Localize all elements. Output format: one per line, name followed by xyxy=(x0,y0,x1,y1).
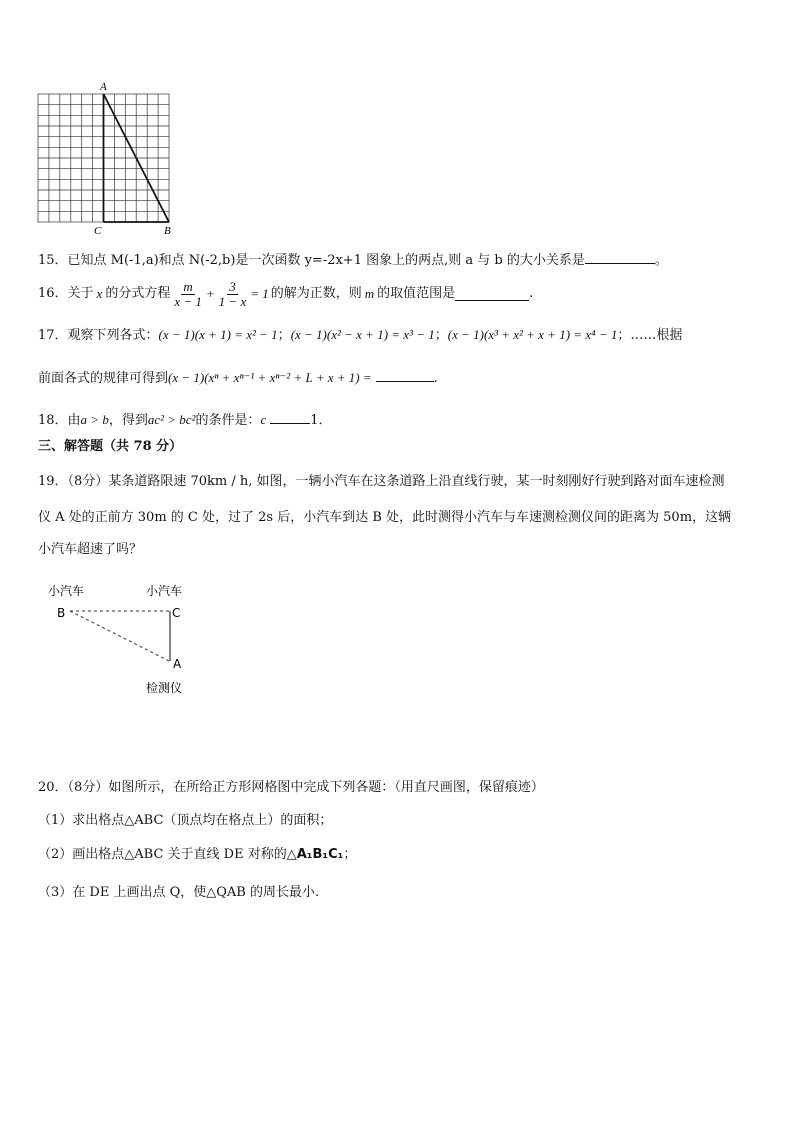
label-b: B xyxy=(164,225,171,237)
q18-answer-blank[interactable] xyxy=(270,410,310,424)
question-20-part-2: （2）画出格点△ABC 关于直线 DE 对称的△A₁B₁C₁； xyxy=(38,847,357,862)
section-title: 三、解答题（共 78 分） xyxy=(38,439,183,454)
car-right-label: 小汽车 xyxy=(146,584,183,598)
detector-label: 检测仪 xyxy=(146,681,183,695)
question-16: 16．关于 x 的分式方程 $\frac{m}{x - 1}$ + $\frac{3}{1 - x}$ = 1 的解为正数，则 m 的取值范围是 . xyxy=(38,278,534,309)
label-a: A xyxy=(100,81,107,93)
question-20-part-3: （3）在 DE 上画出点 Q，使△QAB 的周长最小. xyxy=(38,885,320,900)
point-a-label: A xyxy=(173,657,182,671)
q16-fraction-1: $\frac{m}{x - 1}$ xyxy=(174,278,202,309)
segment-ba xyxy=(70,611,171,662)
q15-text: 15．已知点 M(-1,a)和点 N(-2,b)是一次函数 y=-2x+1 图象上的两点,则 a 与 b 的大小关系是 xyxy=(38,253,585,268)
question-19-line-3: 小汽车超速了吗？ xyxy=(38,542,143,557)
q16-fraction-2: $\frac{3}{1 - x}$ xyxy=(218,278,247,309)
q16-answer-blank[interactable] xyxy=(455,287,529,301)
question-18: 18．由a > b，得到ac² > bc²的条件是：c 1． xyxy=(38,412,332,428)
car-detector-figure xyxy=(40,578,210,698)
car-left-label: 小汽车 xyxy=(48,584,85,598)
label-c: C xyxy=(94,225,102,237)
question-17-line-2: 前面各式的规律可得到(x − 1)(xⁿ + xⁿ⁻¹ + xⁿ⁻² + L + x + 1) = . xyxy=(38,370,438,386)
question-20-intro: 20．（8分）如图所示，在所给正方形网格图中完成下列各题：（用直尺画图，保留痕迹） xyxy=(38,780,544,795)
question-20-part-1: （1）求出格点△ABC（顶点均在格点上）的面积； xyxy=(38,813,333,828)
question-19-line-1: 19．（8分）某条道路限速 70km / h, 如图，一辆小汽车在这条道路上沿直线行驶，某一时刻刚好行驶到路对面车速检测 xyxy=(38,474,725,489)
question-15: 15．已知点 M(-1,a)和点 N(-2,b)是一次函数 y=-2x+1 图象上的两点,则 a 与 b 的大小关系是 。 xyxy=(38,250,668,270)
question-17: 17．观察下列各式：(x − 1)(x + 1) = x² − 1；(x − 1)(x² − x + 1) = x³ − 1；(x − 1)(x³ + x² + x + 1) = x⁴ − 1；……根据 xyxy=(38,327,683,343)
grid-figure xyxy=(30,78,180,238)
q17-answer-blank[interactable] xyxy=(376,368,434,382)
question-19-line-2: 仪 A 处的正前方 30m 的 C 处，过了 2s 后，小汽车到达 B 处，此时测得小汽车与车速测检测仪间的距离为 50m，这辆 xyxy=(38,510,732,525)
point-b-label: B xyxy=(57,606,66,620)
point-c-label: C xyxy=(172,606,181,620)
q15-answer-blank[interactable] xyxy=(585,250,655,264)
